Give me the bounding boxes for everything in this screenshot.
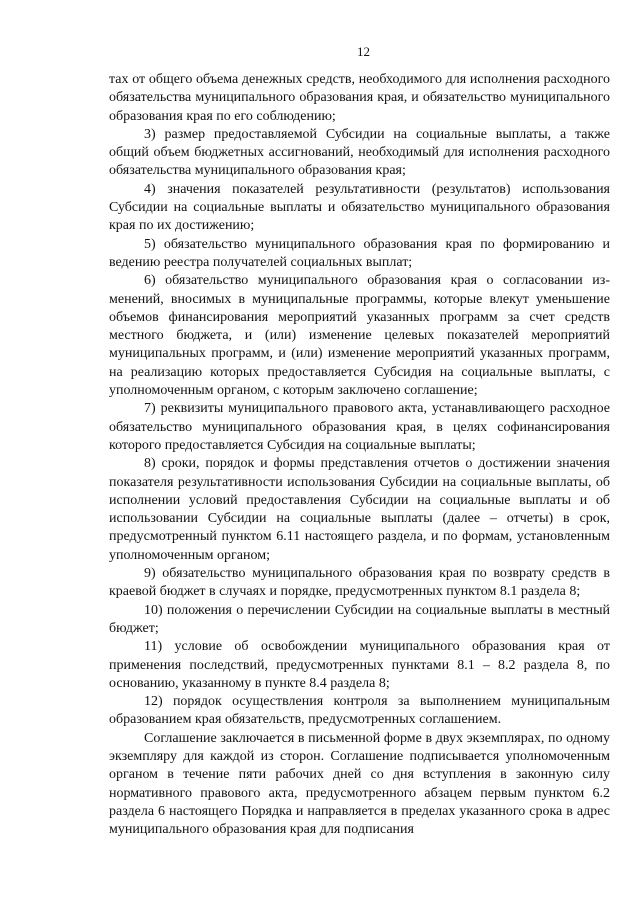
paragraph-item-3: 3) размер предоставляемой Субсидии на социальные выплаты, а также общий объем бюджетных ассигнований, необходимый для исполнения расходного обязательства муниципального образования края; [109, 126, 610, 179]
paragraph-item-7: 7) реквизиты муниципального правового акта, устанавливающего расходное обязательство муниципального образования края, в целях софинансирования которого предоставляется Субсидия на социальные выплаты; [109, 401, 610, 453]
paragraph-item-11: 11) условие об освобождении муниципального образования края от применения последствий, предусмотренных пунктами 8.1 – 8.2 раздела 8, по основанию, указанному в пункте 8.4 раздела 8; [109, 639, 610, 691]
paragraph-continuation: тах от общего объема денежных средств, необходимого для исполнения расходного обязательства муниципального образования края, и обязательство муниципального образования края по его соблюдению; [109, 72, 610, 124]
paragraph-item-6: 6) обязательство муниципального образования края о согласовании изменений, вносимых в муниципальные программы, которые влекут уменьшение объемов финансирования мероприятий указанных программ за счет средств местного бюджета, и (или) изменение целевых показателей мероприятий муниципальных программ, и (или) изменение мероприятий указанных программ, на реализацию которых предоставляется Субсидия на социальные выплаты, с уполномоченным органом, с которым заключено соглашение; [109, 273, 610, 399]
page-number: 12 [357, 44, 370, 59]
paragraph-item-4: 4) значения показателей результативности (результатов) использования Субсидии на социальные выплаты и обязательство муниципального образования края по их достижению; [109, 181, 610, 234]
paragraph-item-9: 9) обязательство муниципального образования края по возврату средств в краевой бюджет в случаях и порядке, предусмотренных пунктом 8.1 раздела 8; [109, 566, 610, 600]
paragraph-item-10: 10) положения о перечислении Субсидии на социальные выплаты в местный бюджет; [109, 602, 610, 636]
document-body [109, 71, 610, 839]
paragraph-agreement: Соглашение заключается в письменной форме в двух экземплярах, по одному экземпляру для каждой из сторон. Соглашение подписывается уполномоченным органом в течение пяти рабочих дней со дня вступления в законную силу нормативного правового акта, предусмотренного абзацем первым пунктом 6.2 раздела 6 настоящего Порядка и направляется в пределах указанного срока в адрес муниципального образования края для подписания [109, 730, 610, 838]
paragraph-item-5: 5) обязательство муниципального образования края по формированию и ведению реестра получателей социальных выплат; [109, 236, 610, 270]
paragraph-item-12: 12) порядок осуществления контроля за выполнением муниципальным образованием края обязательств, предусмотренных соглашением. [109, 694, 610, 728]
paragraph-item-8: 8) сроки, порядок и формы представления отчетов о достижении значения показателя результативности использования Субсидии на социальные выплаты, об исполнении условий предоставления Субсидии на социальные выплаты и об использовании Субсидии на социальные выплаты (далее – отчеты) в срок, предусмотренный пунктом 6.11 настоящего раздела, и по формам, установленным уполномоченным органом; [109, 456, 610, 563]
